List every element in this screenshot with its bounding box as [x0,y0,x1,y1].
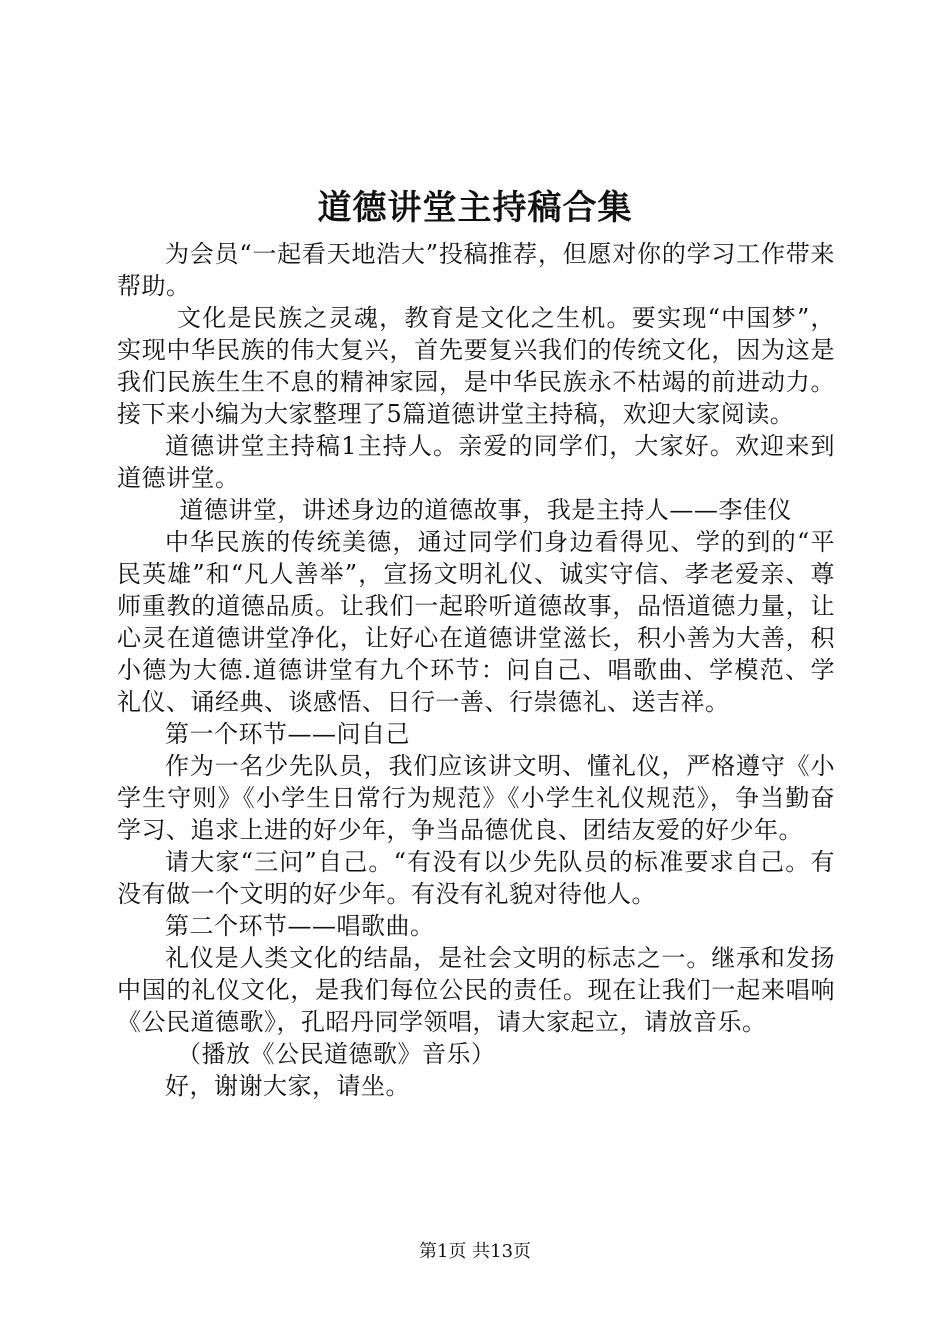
paragraph-section-2-body: 礼仪是人类文化的结晶，是社会文明的标志之一。继承和发扬中国的礼仪文化，是我们每位公民的责任。现在让我们一起来唱响《公民道德歌》，孔昭丹同学领唱，请大家起立，请放音乐。 [117,944,835,1036]
page-footer: 第1页 共13页 [418,1241,532,1262]
page-title: 道德讲堂主持稿合集 [317,188,633,228]
paragraph-section-1-body: 作为一名少先队员，我们应该讲文明、懂礼仪，严格遵守《小学生守则》《小学生日常行为规范》《小学生礼仪规范》，争当勤奋学习、追求上进的好少年，争当品德优良、团结友爱的好少年。 [117,752,835,844]
document-body [117,238,835,1102]
paragraph-section-1-heading: 第一个环节——问自己 [165,720,410,748]
paragraph-section-2-heading: 第二个环节——唱歌曲。 [165,912,435,940]
paragraph-three-questions: 请大家“三问”自己。“有没有以少先队员的标准要求自己。有没有做一个文明的好少年。有没有礼貌对待他人。 [117,848,835,908]
paragraph-culture: 文化是民族之灵魂，教育是文化之生机。要实现“中国梦”，实现中华民族的伟大复兴，首先要复兴我们的传统文化，因为这是我们民族生生不息的精神家园，是中华民族永不枯竭的前进动力。接下来小编为大家整理了5篇道德讲堂主持稿，欢迎大家阅读。 [117,304,835,428]
paragraph-closing: 好，谢谢大家，请坐。 [165,1072,410,1100]
paragraph-host-greeting: 道德讲堂主持稿1主持人。亲爱的同学们，大家好。欢迎来到道德讲堂。 [117,432,835,492]
paragraph-host-name: 道德讲堂，讲述身边的道德故事，我是主持人——李佳仪 [179,496,792,524]
paragraph-music-note: （播放《公民道德歌》音乐） [177,1040,496,1068]
paragraph-intro: 为会员“一起看天地浩大”投稿推荐，但愿对你的学习工作带来帮助。 [117,240,835,300]
paragraph-virtues: 中华民族的传统美德，通过同学们身边看得见、学的到的“平民英雄”和“凡人善举”，宣扬文明礼仪、诚实守信、孝老爱亲、尊师重教的道德品质。让我们一起聆听道德故事，品悟道德力量，让心灵在道德讲堂净化，让好心在道德讲堂滋长，积小善为大善，积小德为大德.道德讲堂有九个环节：问自己、唱歌曲、学模范、学礼仪、诵经典、谈感悟、日行一善、行崇德礼、送吉祥。 [117,528,835,716]
